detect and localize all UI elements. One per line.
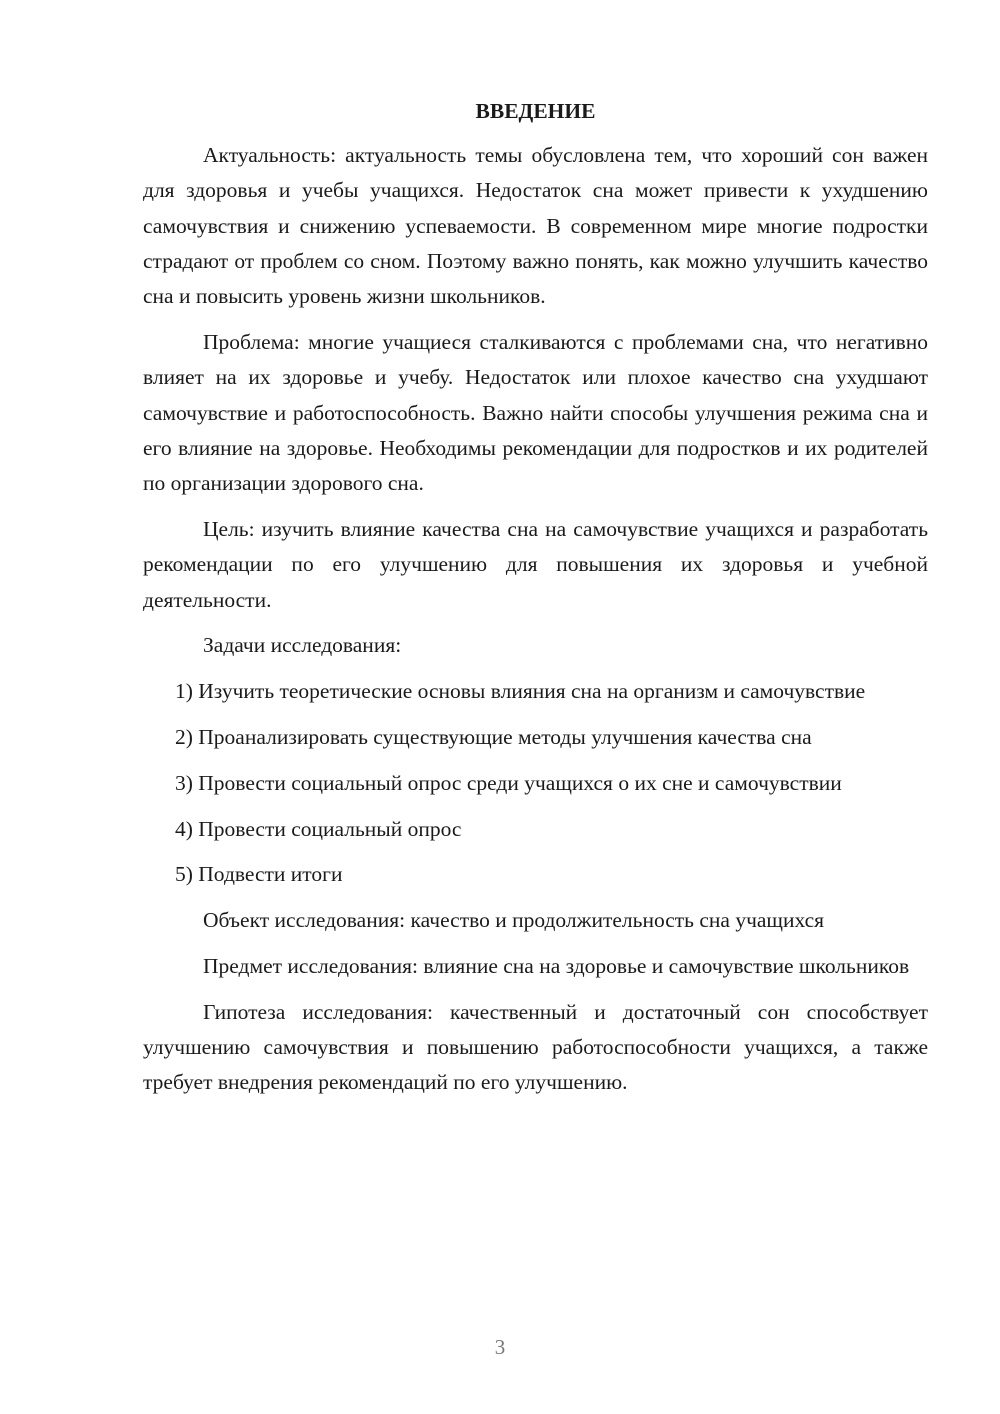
problem-paragraph: Проблема: многие учащиеся сталкиваются с проблемами сна, что негативно влияет на их здоровье и учебу. Недостаток или плохое качество сна ухудшают самочувствие и работоспособность. Важно найти способы улучшения режима сна и его влияние на здоровье. Необходимы рекомендации для подростков и их родителей по организации здорового сна. <box>143 329 928 496</box>
task-item: 4) Провести социальный опрос <box>175 816 462 841</box>
hypothesis-paragraph: Гипотеза исследования: качественный и достаточный сон способствует улучшению самочувствия и повышению работоспособности учащихся, а также требует внедрения рекомендаций по его улучшению. <box>143 999 928 1095</box>
relevance-paragraph: Актуальность: актуальность темы обусловлена тем, что хороший сон важен для здоровья и учебы учащихся. Недостаток сна может привести к ухудшению самочувствия и снижению успеваемости. В современном мире многие подростки страдают от проблем со сном. Поэтому важно понять, как можно улучшить качество сна и повысить уровень жизни школьников. <box>143 143 928 309</box>
tasks-heading: Задачи исследования: <box>203 633 402 658</box>
subject-paragraph: Предмет исследования: влияние сна на здоровье и самочувствие школьников <box>203 953 910 978</box>
task-item: 5) Подвести итоги <box>175 862 343 887</box>
page-number: 3 <box>494 1335 506 1359</box>
object-paragraph: Объект исследования: качество и продолжительность сна учащихся <box>203 908 825 933</box>
task-item: 1) Изучить теоретические основы влияния сна на организм и самочувствие <box>175 679 866 704</box>
task-item: 2) Проанализировать существующие методы улучшения качества сна <box>175 724 812 749</box>
goal-paragraph: Цель: изучить влияние качества сна на самочувствие учащихся и разработать рекомендации по его улучшению для повышения их здоровья и учебной деятельности. <box>143 516 928 612</box>
document-page <box>143 94 928 1111</box>
section-title: ВВЕДЕНИЕ <box>475 99 596 123</box>
task-item: 3) Провести социальный опрос среди учащихся о их сне и самочувствии <box>175 770 842 795</box>
